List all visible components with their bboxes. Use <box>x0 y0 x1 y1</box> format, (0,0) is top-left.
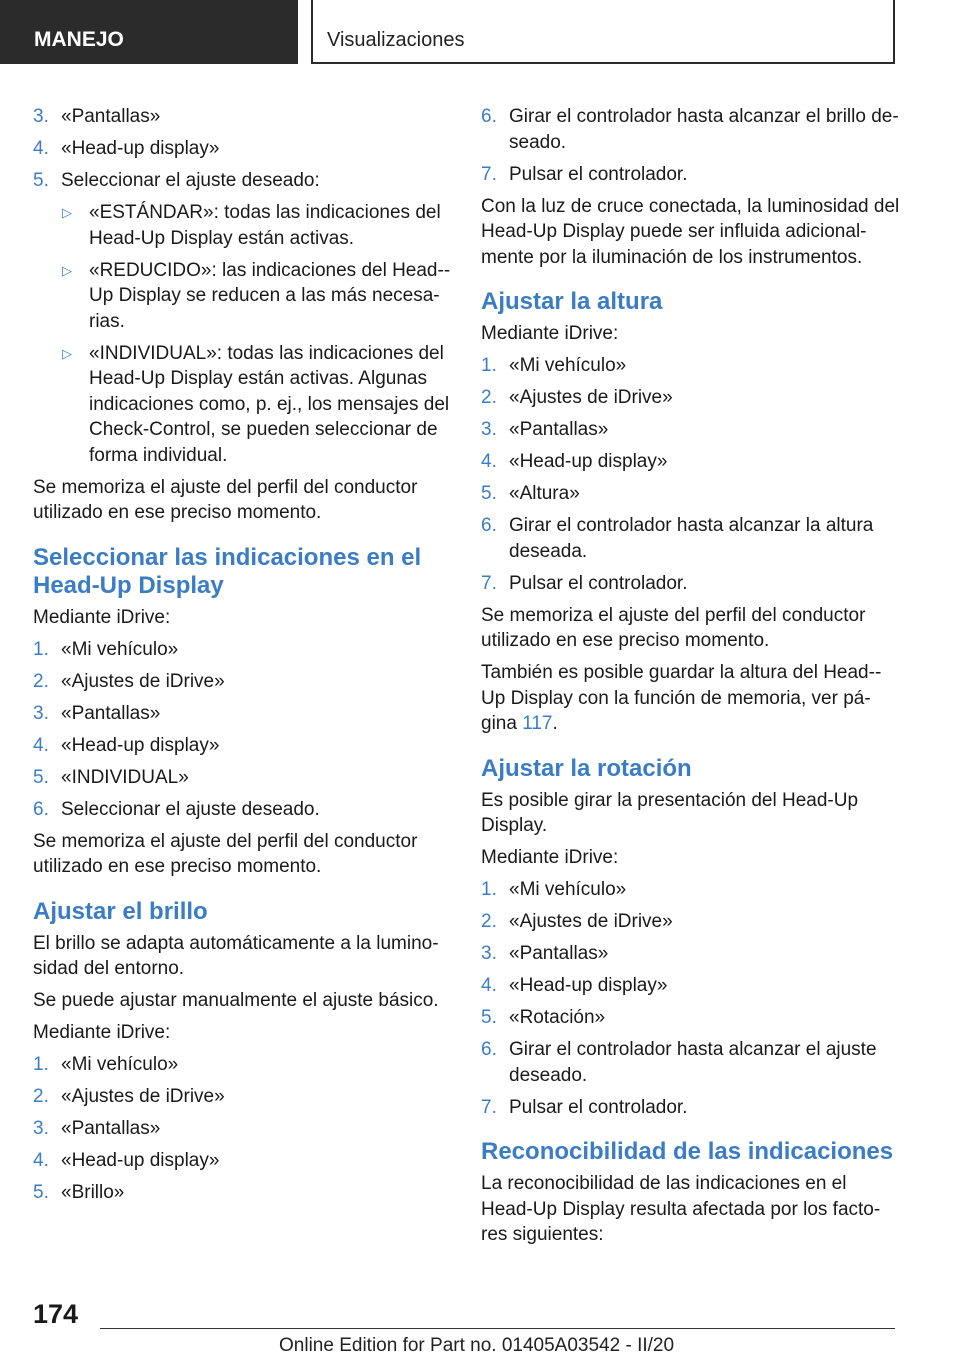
list-item <box>33 136 451 162</box>
paragraph: Se memoriza el ajuste del perfil del conductor utilizado en ese preciso momento. <box>481 604 866 651</box>
list-item <box>481 1037 901 1088</box>
step-number: 5. <box>33 1182 49 1203</box>
step-number: 4. <box>33 138 49 159</box>
bullet-text: «ESTÁNDAR»: todas las indicaciones del Head-Up Display están activas. <box>89 202 441 249</box>
footer-divider <box>100 1328 895 1329</box>
step-text: «Head-up display» <box>61 138 220 159</box>
list-item <box>33 733 451 759</box>
step-list <box>33 104 451 194</box>
step-number: 2. <box>481 387 497 408</box>
step-text: «Head-up display» <box>61 1150 220 1171</box>
step-text: «Mi vehículo» <box>509 879 627 900</box>
section-heading: Ajustar la altura <box>481 288 663 315</box>
list-item <box>33 104 451 130</box>
chapter-title: Visualizaciones <box>327 29 465 51</box>
step-text: «Rotación» <box>509 1007 606 1028</box>
list-item <box>481 417 901 443</box>
bullet-item <box>33 341 451 469</box>
step-text: «Pantallas» <box>61 1118 161 1139</box>
step-text: «INDIVIDUAL» <box>61 766 189 788</box>
paragraph-end: . <box>552 713 558 734</box>
step-text: «Pantallas» <box>61 106 161 127</box>
step-text: «Altura» <box>509 483 580 504</box>
paragraph-with-link <box>481 660 901 737</box>
step-text: Girar el controlador hasta alcanzar el ajuste deseado. <box>509 1039 877 1086</box>
step-text: Pulsar el controlador. <box>509 572 688 594</box>
step-number: 7. <box>481 163 497 185</box>
step-number: 3. <box>33 106 49 127</box>
step-text: Girar el controlador hasta alcanzar la altura deseada. <box>509 515 874 562</box>
step-number: 1. <box>481 879 497 900</box>
step-number: 4. <box>33 1150 49 1171</box>
step-number: 6. <box>33 798 49 820</box>
step-text: «Mi vehículo» <box>61 1054 179 1075</box>
paragraph: Es posible girar la presentación del Head-Up Display. <box>481 789 859 836</box>
step-list <box>481 877 901 1120</box>
triangle-bullet-icon: ▷ <box>62 262 72 278</box>
step-list <box>481 104 901 187</box>
step-text: Pulsar el controlador. <box>509 163 688 185</box>
chapter-header <box>311 0 895 64</box>
list-item <box>481 353 901 379</box>
bullet-item <box>33 258 451 335</box>
step-number: 3. <box>33 1118 49 1139</box>
step-number: 3. <box>481 419 497 440</box>
list-item <box>33 1116 451 1142</box>
list-item <box>33 1052 451 1078</box>
step-number: 6. <box>481 106 497 127</box>
list-item <box>33 1084 451 1110</box>
step-text: «Head-up display» <box>509 975 668 996</box>
step-number: 1. <box>481 355 497 376</box>
list-item <box>33 701 451 727</box>
step-number: 2. <box>33 670 49 692</box>
list-item <box>33 1148 451 1174</box>
paragraph-text: También es posible guardar la altura del Head--Up Display con la función de memoria, ver pá-gina <box>481 662 882 734</box>
list-item <box>33 168 451 194</box>
list-item <box>33 669 451 695</box>
page-number: 174 <box>33 1299 79 1329</box>
step-number: 4. <box>33 734 49 756</box>
list-item <box>481 104 901 155</box>
section-heading: Ajustar la rotación <box>481 754 692 782</box>
bullet-text: «INDIVIDUAL»: todas las indicaciones del Head-Up Display están activas. Algunas indicaciones como, p. ej., los mensajes del Check-Control, se pueden seleccionar de forma individual. <box>89 342 450 466</box>
step-text: «Ajustes de iDrive» <box>509 911 673 932</box>
step-text: «Mi vehículo» <box>509 355 627 376</box>
paragraph: Mediante iDrive: <box>481 323 619 344</box>
step-text: «Pantallas» <box>509 943 609 964</box>
step-number: 1. <box>33 638 49 660</box>
paragraph: Se puede ajustar manualmente el ajuste básico. <box>33 990 439 1011</box>
step-text: Pulsar el controlador. <box>509 1096 688 1118</box>
list-item <box>481 571 901 597</box>
option-bullets <box>33 200 451 468</box>
triangle-bullet-icon: ▷ <box>62 205 72 220</box>
step-list <box>33 637 451 823</box>
step-text: «Head-up display» <box>61 734 220 756</box>
step-text: «Pantallas» <box>509 419 609 440</box>
list-item <box>481 162 901 188</box>
step-text: «Ajustes de iDrive» <box>61 1086 225 1107</box>
step-number: 5. <box>481 483 497 504</box>
bullet-item <box>33 200 451 251</box>
list-item <box>481 909 901 935</box>
list-item <box>33 1180 451 1206</box>
list-item <box>33 637 451 663</box>
section-heading: Seleccionar las indicaciones en el Head-Up Display <box>33 543 422 599</box>
step-number: 7. <box>481 572 497 594</box>
step-text: «Pantallas» <box>61 702 161 724</box>
step-number: 3. <box>33 702 49 724</box>
step-number: 2. <box>33 1086 49 1107</box>
paragraph: La reconocibilidad de las indicaciones en el Head-Up Display resulta afectada por los facto-res siguientes: <box>481 1173 881 1245</box>
step-text: «Ajustes de iDrive» <box>61 670 225 692</box>
triangle-bullet-icon: ▷ <box>62 345 72 361</box>
section-heading: Reconocibilidad de las indicaciones <box>481 1138 894 1165</box>
section-title: MANEJO <box>34 28 124 51</box>
step-text: Girar el controlador hasta alcanzar el brillo de-seado. <box>509 106 899 153</box>
step-number: 6. <box>481 515 497 536</box>
step-number: 5. <box>33 766 49 788</box>
step-number: 6. <box>481 1039 497 1060</box>
step-text: «Head-up display» <box>509 451 668 472</box>
section-tab <box>0 0 298 64</box>
step-number: 4. <box>481 451 497 472</box>
paragraph: Mediante iDrive: <box>481 847 619 868</box>
step-text: Seleccionar el ajuste deseado. <box>61 798 320 820</box>
step-list <box>481 353 901 596</box>
paragraph: Con la luz de cruce conectada, la luminosidad del Head-Up Display puede ser influida adicional-mente por la iluminación de los instrumentos. <box>481 195 900 268</box>
step-text: «Ajustes de iDrive» <box>509 387 673 408</box>
step-text: Seleccionar el ajuste deseado: <box>61 170 320 191</box>
paragraph: Mediante iDrive: <box>33 606 171 628</box>
step-number: 1. <box>33 1054 49 1075</box>
left-column <box>33 104 451 1212</box>
step-list <box>33 1052 451 1206</box>
step-text: «Mi vehículo» <box>61 638 179 660</box>
list-item <box>481 385 901 411</box>
paragraph: El brillo se adapta automáticamente a la lumino-sidad del entorno. <box>33 932 439 979</box>
step-number: 5. <box>33 170 49 191</box>
step-number: 3. <box>481 943 497 964</box>
step-number: 7. <box>481 1096 497 1118</box>
list-item <box>481 941 901 967</box>
list-item <box>481 513 901 564</box>
paragraph: Se memoriza el ajuste del perfil del conductor utilizado en ese preciso momento. <box>33 476 418 523</box>
paragraph: Se memoriza el ajuste del perfil del conductor utilizado en ese preciso momento. <box>33 830 418 877</box>
list-item <box>481 481 901 507</box>
list-item <box>33 765 451 791</box>
list-item <box>481 449 901 475</box>
step-number: 2. <box>481 911 497 932</box>
right-column <box>481 104 901 1254</box>
list-item <box>481 1095 901 1121</box>
paragraph: Mediante iDrive: <box>33 1022 171 1043</box>
step-number: 4. <box>481 975 497 996</box>
edition-footer: Online Edition for Part no. 01405A03542 - II/20 <box>279 1335 675 1356</box>
list-item <box>481 877 901 903</box>
bullet-text: «REDUCIDO»: las indicaciones del Head--Up Display se reducen a las más necesa-rias. <box>89 259 451 332</box>
page-reference-link[interactable]: 117 <box>522 713 553 734</box>
list-item <box>33 797 451 823</box>
step-text: «Brillo» <box>61 1182 125 1203</box>
step-number: 5. <box>481 1007 497 1028</box>
list-item <box>481 973 901 999</box>
list-item <box>481 1005 901 1031</box>
section-heading: Ajustar el brillo <box>33 897 208 925</box>
